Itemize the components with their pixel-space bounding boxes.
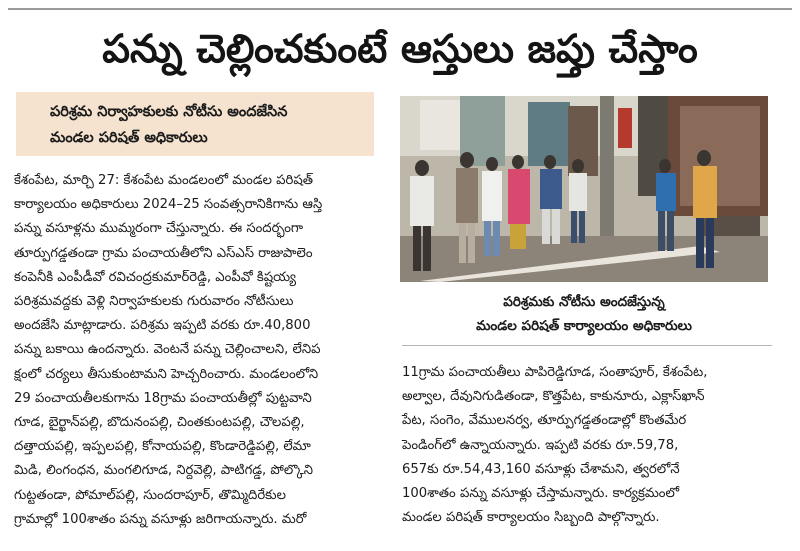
- news-photo: [400, 96, 768, 282]
- caption-divider: [402, 345, 772, 346]
- body-line: మండల పరిషత్ కార్యాలయం సిబ్బంది పాల్గొన్నారు.: [402, 510, 660, 526]
- body-line: అందజేసి మాట్లాడారు. పరిశ్రమ ఇప్పటి వరకు రూ.40,800: [14, 318, 311, 334]
- subheadline-line-1: పరిశ్రమ నిర్వాహకులకు నోటీసు అందజేసిన: [50, 104, 288, 120]
- body-line: 100శాతం పన్ను వసూళ్లు చేస్తామన్నారు. కార్యక్రమంలో: [402, 486, 680, 502]
- top-rule: [8, 8, 792, 10]
- body-line: పరిశ్రమవద్దకు వెళ్లి నిర్వాహకులకు గురువారం నోటీసులు: [14, 294, 294, 310]
- body-line: దత్తాయపల్లి, ఇప్పలపల్లి, కోనాయపల్లి, కొండారెడ్డిపల్లి, లేమా: [14, 439, 311, 455]
- article-body-right: [402, 361, 772, 530]
- subheadline-line-2: మండల పరిషత్ అధికారులు: [50, 130, 208, 146]
- body-line: మిడి, లింగంధన, మంగలిగూడ, నిర్దవెల్లి, పాటిగడ్డ, పోల్కొని: [14, 463, 314, 479]
- body-line: పేట, సంగెం, వేములనర్వ, తూర్పుగడ్డతండాల్లో కొంతమేర: [402, 413, 687, 429]
- body-line: తూర్పుగడ్డతండా గ్రామ పంచాయతీలోని ఎస్ఎస్ రాజుపాలెం: [14, 245, 313, 261]
- body-line: గుట్టతండా, పోమాల్‌పల్లి, సుందరాపూర్, తొమ్మిదిరేకుల: [14, 487, 286, 503]
- body-line: 29 పంచాయతీలకుగాను 18గ్రామ పంచాయతీల్లో పుట్టవాని: [14, 390, 312, 406]
- article-body-left: [14, 169, 377, 532]
- body-line: కంపెనీకి ఎంపీడీవో రవిచంద్రకుమార్‌రెడ్డి, ఎంపీవో కిష్టయ్య: [14, 269, 296, 285]
- body-line: గూడ, బైర్ఖాన్‌పల్లి, బొదునంపల్లి, చింతకుంటపల్లి, చౌలపల్లి,: [14, 415, 305, 431]
- body-line: పన్ను వసూళ్లను ముమ్మరంగా చేస్తున్నారు. ఈ సందర్భంగా: [14, 221, 304, 237]
- body-line: క్షంలో చర్యలు తీసుకుంటామని హెచ్చరించారు. మండలంలోని: [14, 366, 319, 382]
- photo-caption: [400, 290, 768, 338]
- body-line: గ్రామాల్లో 100శాతం పన్ను వసూళ్లు జరిగాయన్నారు. మరో: [14, 511, 307, 527]
- body-line: పెండింగ్‌లో ఉన్నాయన్నారు. ఇప్పటి వరకు రూ.59,78,: [402, 437, 679, 453]
- caption-line-2: మండల పరిషత్ కార్యాలయం అధికారులు: [476, 318, 692, 334]
- body-line: 657కు రూ.54,43,160 వసూళ్లు చేశామని, త్వరలోనే: [402, 461, 680, 477]
- body-line: అల్వాల, దేవునిగుడితండా, కొత్తపేట, కాకునూరు, ఎక్లాస్‌ఖాన్: [402, 389, 705, 405]
- body-line: పన్ను బకాయి ఉందన్నారు. వెంటనే పన్ను చెల్లించాలని, లేనిప: [14, 342, 321, 358]
- subheadline-box: [16, 92, 374, 156]
- headline: పన్ను చెల్లించకుంటే ఆస్తులు జప్తు చేస్తాం: [102, 27, 698, 72]
- body-line: కేశంపేట, మార్చి 27: కేశంపేట మండలంలో మండల పరిషత్: [14, 173, 314, 188]
- caption-line-1: పరిశ్రమకు నోటీసు అందజేస్తున్న: [503, 294, 665, 310]
- body-line: కార్యాలయం అధికారులు 2024–25 సంవత్సరానికిగాను ఆస్తి: [14, 197, 323, 213]
- body-line: 11గ్రామ పంచాయతీలు పాపిరెడ్డిగూడ, సంతాపూర్, కేశంపేట,: [402, 365, 708, 380]
